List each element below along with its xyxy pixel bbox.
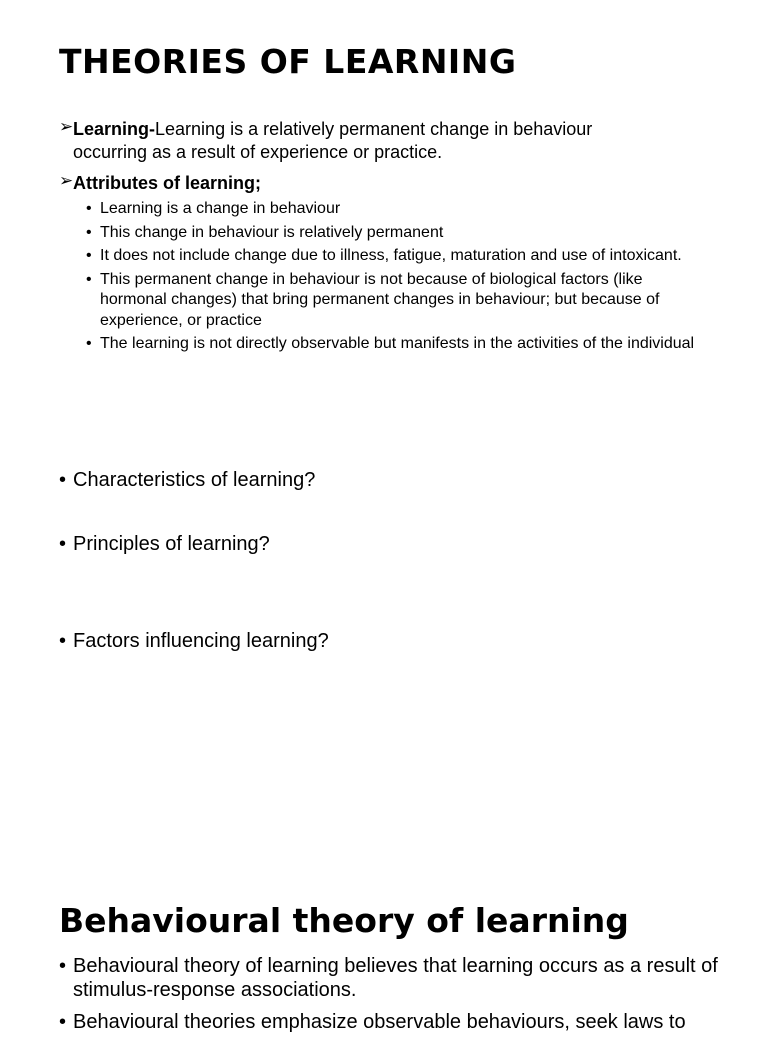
list-item: • This permanent change in behaviour is not because of biological factors (like hormonal changes) that bring permanent changes in behaviour; but because of experience, or practice [86,270,660,329]
behavioural-list [59,954,739,1042]
question-characteristics: • Characteristics of learning? [59,469,316,491]
list-item: • It does not include change due to illness, fatigue, maturation and use of intoxicant. [86,246,706,267]
bullet-icon: • [86,335,92,352]
bullet-icon: • [59,955,67,977]
list-item: • The learning is not directly observable but manifests in the activities of the individual [86,334,706,355]
definition-text-line2: occurring as a result of experience or practice. [73,142,443,162]
bullet-icon: • [59,630,67,652]
list-item: • Learning is a change in behaviour [86,199,706,220]
list-item: • Behavioural theories emphasize observable behaviours, seek laws to [59,1011,686,1033]
bullet-icon: • [86,270,92,288]
arrow-bullet-icon: ➢ [59,171,74,191]
attributes-list [86,199,706,358]
definition-term: Learning- [73,119,156,139]
question-principles: • Principles of learning? [59,533,270,555]
bullet-icon: • [86,247,92,264]
arrow-bullet-icon: ➢ [59,117,74,137]
bullet-icon: • [59,533,67,555]
definition-text-line1: Learning is a relatively permanent change in behaviour [155,119,593,139]
bullet-icon: • [86,223,92,241]
question-factors: • Factors influencing learning? [59,630,329,652]
page-title: THEORIES OF LEARNING [59,42,517,81]
list-item: • Behavioural theory of learning believes that learning occurs as a result of stimulus-response associations. [59,955,718,1001]
bullet-icon: • [86,200,92,217]
attributes-item [59,172,699,195]
list-item: • This change in behaviour is relatively permanent [86,223,706,244]
bullet-icon: • [59,469,67,491]
definition-item [59,118,699,164]
bullet-icon: • [59,1011,67,1033]
attributes-heading: Attributes of learning; [73,173,261,193]
section-heading-behavioural: Behavioural theory of learning [59,901,629,940]
